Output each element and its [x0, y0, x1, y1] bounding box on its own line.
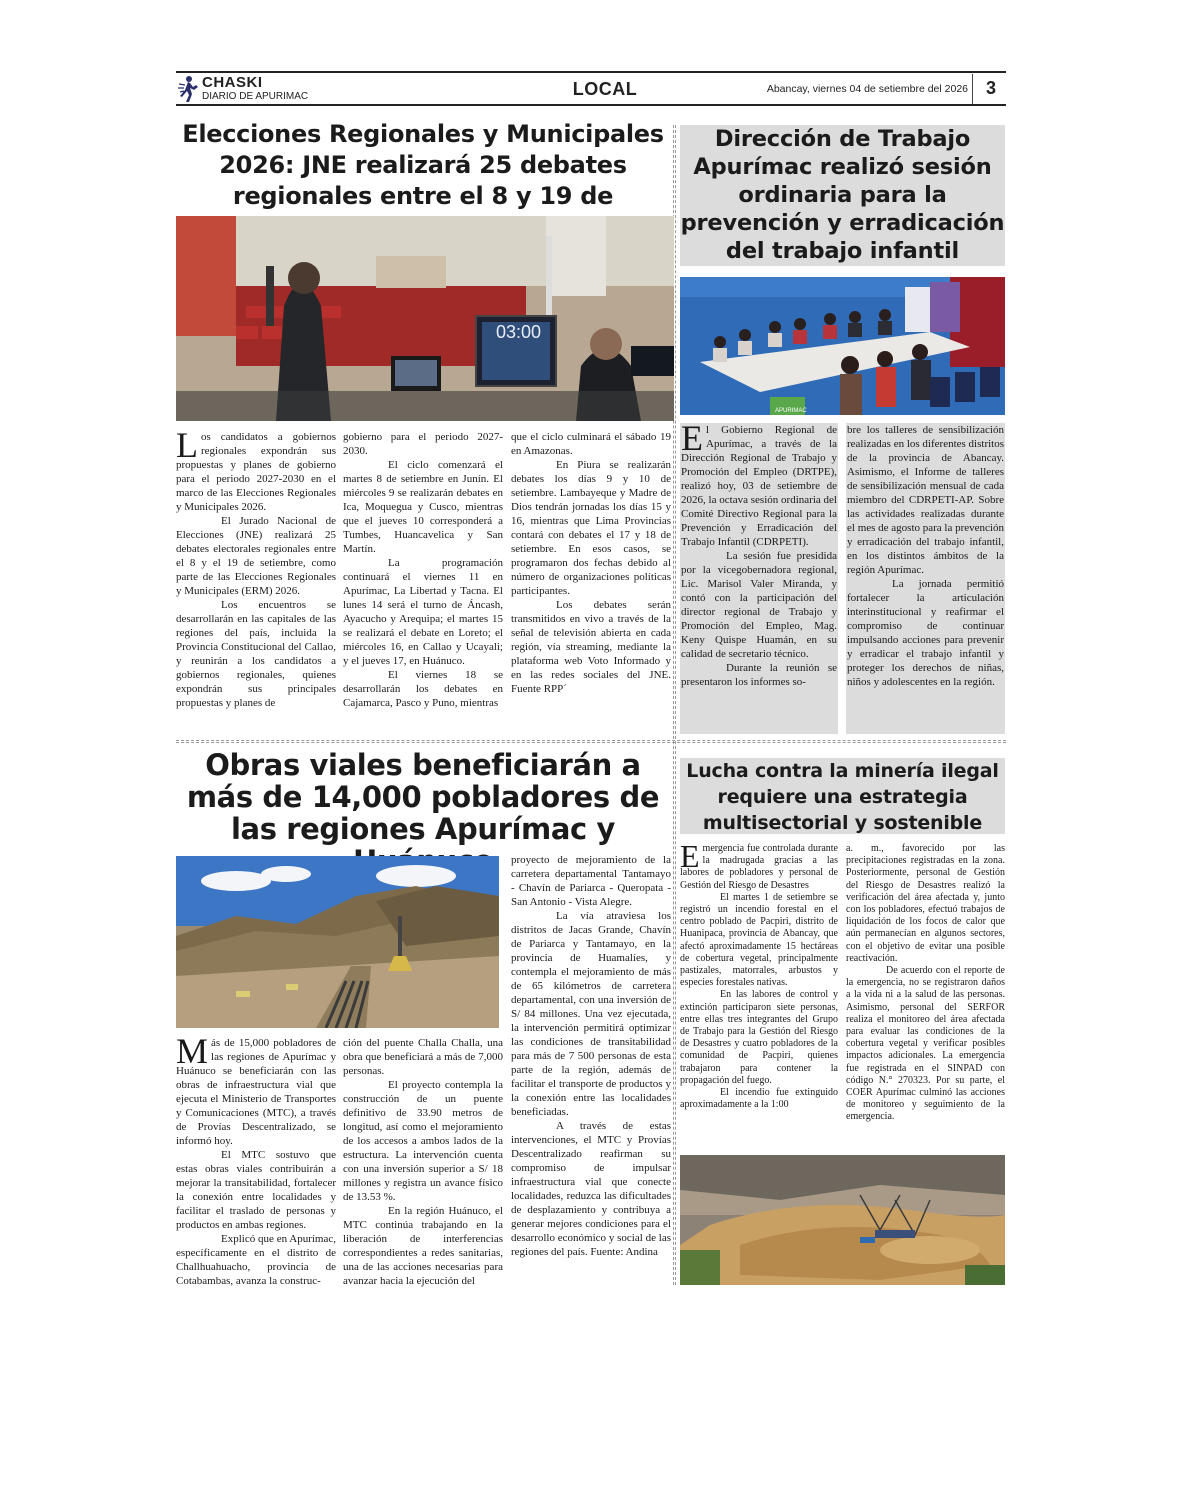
article-column [680, 418, 838, 734]
paragraph: Explicó que en Apurímac, específicamente en el distrito de Challhuahuacho, provincia de Cotabambas, avanza la construc- [176, 1233, 336, 1287]
article-column [680, 838, 838, 1111]
paragraph: l Gobierno Regional de Apurímac, a través de la Dirección Regional de Trabajo y Promoción del Empleo (DRTPE), realizó hoy, 03 de setiembre de 2026, la octava sesión ordinaria del Comité Directivo Regional para la Prevención y Erradicación del Trabajo Infantil (CDRPETI). [681, 424, 837, 548]
page-number: 3 [985, 78, 996, 98]
paragraph: El Jurado Nacional de Elecciones (JNE) realizará 25 debates electorales regionales entre el 8 y el 19 de setiembre, como parte de las Elecciones Regionales y Municipales (ERM) 2026. [176, 515, 336, 597]
paragraph: De acuerdo con el reporte de la emergencia, no se registraron daños a la vida ni a la salud de las personas. Asimismo, personal del SERFOR realiza el monitoreo del área afectada para evaluar las condiciones de la cobertura vegetal y verificar posibles impactos adicionales. La emergencia fue registrada en el SINPAD con código N.° 270323. Por su parte, el COER Apurímac culminó las acciones de monitoreo y seguimiento de la emergencia. [846, 965, 1005, 1123]
paragraph: Durante la reunión se presentaron los informes so- [681, 662, 837, 688]
paragraph: os candidatos a gobiernos regionales expondrán sus propuestas y planes de gobierno para el periodo 2027-2030 en el marco de las Elecciones Regionales y Municipales 2026. [176, 431, 336, 513]
svg-text:03:00: 03:00 [496, 322, 542, 342]
drop-cap: E [680, 838, 700, 874]
article-column [343, 430, 503, 710]
paragraph: El incendio fue extinguido aproximadamente a la 1:00 [680, 1087, 838, 1111]
article-column [176, 425, 336, 710]
paragraph: bre los talleres de sensibilización realizadas en los diferentes distritos de la provincia de Abancay. Asimismo, el Informe de talleres de sensibilización mensual de cada miembro del CDRPETI-AP. Sobre las actividades realizadas durante el mes de agosto para la prevención y erradicación del trabajo infantil, en los distintos ámbitos de la región Apurímac. [847, 424, 1005, 576]
header-rule-top [176, 71, 1006, 73]
section-title: LOCAL [572, 79, 638, 99]
paragraph: El martes 1 de setiembre se registró un incendio forestal en el centro poblado de Pacpiri, distrito de Huanipaca, provincia de Abancay, que afectó aproximadamente 15 hectáreas de cobertura vegetal, principalmente pastizales, matorrales, arbustos y especies forestales nativas. [680, 891, 838, 989]
article-column [511, 853, 671, 1259]
paragraph: Los debates serán transmitidos en vivo a través de la señal de televisión abierta en cada región, vía streaming, mediante la plataforma web Voto Informado y en las redes sociales del JNE. Fuente RPP´ [511, 599, 671, 695]
paragraph: ción del puente Challa Challa, una obra que beneficiará a más de 7,000 personas. [343, 1037, 503, 1077]
illegal-mining-photo [680, 1155, 1005, 1285]
paragraph: En las labores de control y extinción participaron siete personas, entre ellas tres integrantes del Grupo de Trabajo para la Gestión del Riesgo de Desastres y cuatro pobladores de la comunidad de Pacpiri, quienes trabajaron para contener la propagación del fuego. [680, 989, 838, 1086]
paragraph: En la región Huánuco, el MTC continúa trabajando en la liberación de interferencias correspondientes a redes sanitarias, una de las acciones necesarias para avanzar hacia la ejecución del [343, 1205, 503, 1287]
drop-cap: M [176, 1031, 209, 1071]
debate-auditorium-photo [176, 216, 674, 421]
paragraph: El MTC sostuvo que estas obras viales contribuirán a mejorar la transitabilidad, fortalecer la conexión entre localidades y facilitar el traslado de personas y productos en ambas regiones. [176, 1149, 336, 1231]
meeting-room-photo [680, 277, 1005, 415]
paragraph: La vía atraviesa los distritos de Jacas Grande, Chavín de Pariarca y Tantamayo, en la provincia de Huamalíes, y contempla el mejoramiento de más de 65 kilómetros de carretera departamental, con una inversión de S/ 84 millones. Una vez ejecutada, la intervención permitirá optimizar las condiciones de transitabilidad para más de 7 500 personas de esta parte de la región, además de facilitar el transporte de productos y la conexión entre las localidades beneficiadas. [511, 910, 671, 1118]
paragraph: a. m., favorecido por las precipitaciones registradas en la zona. Posteriormente, personal de Gestión del Riesgo de Desastres realizó la verificación del área afectada y, junto con los pobladores, efectuó trabajos de liquidación de los focos de calor que aún permanecían en algunos sectores, con el objetivo de evitar una posible reactivación. [846, 843, 1005, 964]
paragraph: Los encuentros se desarrollarán en las capitales de las regiones del país, incluida la Provincia Constitucional del Callao, y reunirán a los candidatos a gobiernos regionales, quienes expondrán sus principales propuestas y planes de [176, 599, 336, 709]
header-separator [972, 74, 973, 104]
paragraph: mergencia fue controlada durante la madrugada gracias a las labores de pobladores y personal de Gestión del Riesgo de Desastres [680, 843, 838, 891]
chaski-runner-logo-icon [176, 74, 200, 104]
dateline: Abancay, viernes 04 de setiembre del 2026 [766, 83, 968, 95]
article-column [846, 423, 1005, 734]
paragraph: gobierno para el periodo 2027-2030. [343, 431, 503, 457]
paragraph: que el ciclo culminará el sábado 19 en Amazonas. [511, 431, 671, 457]
article-headline: Dirección de Trabajo Apurímac realizó sesión ordinaria para la prevención y erradicación del trabajo infantil [680, 126, 1005, 264]
article-column [176, 1031, 336, 1288]
article-column [343, 1036, 503, 1288]
column-divider-horizontal [176, 740, 1006, 743]
paragraph: La sesión fue presidida por la vicegobernadora regional, Lic. Marisol Valer Miranda, y contó con la participación del director regional de Trabajo y Promoción del Empleo, Mag. Keny Quispe Huamán, en su calidad de secretario técnico. [681, 550, 837, 660]
article-headline: Obras viales beneficiarán a más de 14,000 pobladores de las regiones Apurímac y [186, 748, 660, 846]
article-headline: Elecciones Regionales y Municipales 2026: JNE realizará 25 debates regionales entre el 8 y 19 de [182, 120, 664, 210]
article-column [846, 843, 1005, 1124]
logo-subtitle: DIARIO DE APURIMAC [202, 91, 309, 102]
paragraph: La programación continuará el viernes 11 en Apurímac, La Libertad y Tacna. El lunes 14 será el turno de Áncash, Ayacucho y Arequipa; el martes 15 se realizará el debate en Loreto; el miércoles 16, en Callao y Ucayali; y el jueves 17, en Huánuco. [343, 557, 503, 667]
drop-cap: E [681, 418, 703, 458]
paragraph: proyecto de mejoramiento de la carretera departamental Tantamayo - Chavín de Pariarca - Queropata - San Antonio - Vista Alegre. [511, 854, 671, 908]
paragraph: El viernes 18 se desarrollarán los debates en Cajamarca, Pasco y Puno, mientras [343, 669, 503, 709]
paragraph: El proyecto contempla la construcción de un puente definitivo de 33.90 metros de longitud, así como el mejoramiento de los accesos a ambos lados de la estructura. La intervención cuenta con una inversión superior a S/ 18 millones y registra un avance físico de 13.53 %. [343, 1079, 503, 1203]
drop-cap: L [176, 425, 198, 465]
paragraph: ás de 15,000 pobladores de las regiones de Apurímac y Huánuco se beneficiarán con las obras de infraestructura vial que ejecuta el Ministerio de Transportes y Comunicaciones (MTC), a través de Provías Descentralizado, se informó hoy. [176, 1037, 336, 1147]
paragraph: En Piura se realizarán debates los días 9 y 10 de setiembre. Lambayeque y Madre de Dios tendrán jornadas los días 15 y 16, mientras que Lima Provincias contará con debates el 17 y 18 de setiembre. En esos casos, se programaron dos fechas debido al número de organizaciones políticas participantes. [511, 459, 671, 597]
paragraph: El ciclo comenzará el martes 8 de setiembre en Junín. El miércoles 9 se realizarán debates en Ica, Moquegua y Cusco, mientras que el jueves 10 corresponderá a Tumbes, Huancavelica y San Martín. [343, 459, 503, 555]
svg-text:APURIMAC: APURIMAC [775, 408, 807, 414]
paragraph: A través de estas intervenciones, el MTC y Provías Descentralizado reafirman su compromiso de impulsar infraestructura vial que conecte localidades, reduzca las dificultades de desplazamiento y contribuya a generar mejores condiciones para el desarrollo económico y social de las regiones del país. Fuente: Andina [511, 1120, 671, 1258]
article-headline: Lucha contra la minería ilegal requiere una estrategia multisectorial y sostenible [680, 758, 1005, 834]
header-rule-bottom [176, 104, 1006, 106]
article-column [511, 430, 671, 696]
paragraph: La jornada permitió fortalecer la articulación interinstitucional y reafirmar el compromiso de continuar impulsando acciones para prevenir y erradicar el trabajo infantil y proteger los derechos de niñas, niños y adolescentes en la región. [847, 578, 1004, 688]
road-construction-photo [176, 856, 499, 1028]
logo-name: CHASKI [202, 74, 263, 91]
